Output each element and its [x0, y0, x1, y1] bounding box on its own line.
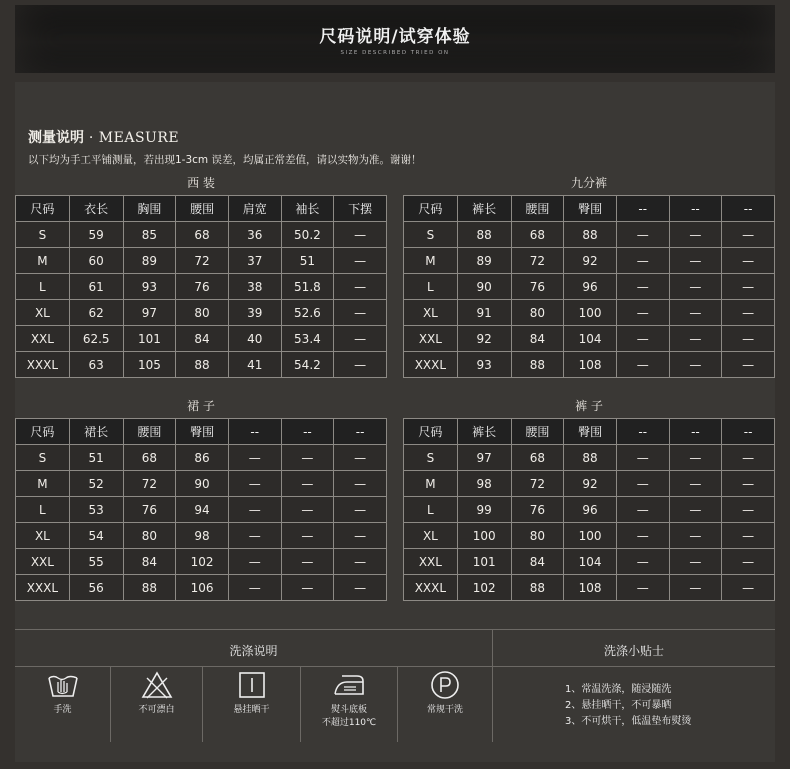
column-header: 腰围 — [123, 419, 176, 445]
table-header-row — [404, 196, 775, 222]
measurement-cell: — — [669, 248, 722, 274]
measurement-cell: 84 — [511, 549, 564, 575]
column-header: 臀围 — [564, 419, 617, 445]
measurement-cell: 88 — [564, 445, 617, 471]
size-label-cell: XL — [16, 523, 70, 549]
measurement-cell: 94 — [176, 497, 229, 523]
size-label-cell: M — [16, 471, 70, 497]
table-row — [16, 300, 387, 326]
measurement-cell: 76 — [511, 274, 564, 300]
column-header: 腰围 — [511, 419, 564, 445]
measurement-cell: 53 — [69, 497, 123, 523]
measurement-cell: 97 — [457, 445, 511, 471]
banner-title: 尺码说明/试穿体验 — [319, 27, 471, 47]
measurement-cell: 96 — [564, 274, 617, 300]
measurement-cell: 93 — [123, 274, 176, 300]
measurement-cell: 105 — [123, 352, 176, 378]
wash-tip: 1、常温洗涤，随浸随洗 — [565, 684, 672, 695]
hand-wash-icon — [46, 670, 80, 700]
measurement-cell: 90 — [457, 274, 511, 300]
measurement-cell: — — [281, 445, 334, 471]
measurement-cell: — — [722, 497, 775, 523]
size-label-cell: XXL — [16, 549, 70, 575]
size-label-cell: XXXL — [16, 352, 70, 378]
wash-tip: 3、不可烘干，低温垫布熨烫 — [565, 716, 692, 727]
table-caption-suit: 西 装 — [187, 176, 215, 190]
column-header: -- — [722, 196, 775, 222]
measurement-cell: — — [281, 523, 334, 549]
measurement-cell: 86 — [176, 445, 229, 471]
measurement-cell: 80 — [511, 300, 564, 326]
measurement-cell: — — [669, 352, 722, 378]
size-label-cell: M — [404, 248, 458, 274]
measurement-cell: 62.5 — [69, 326, 123, 352]
column-header: 尺码 — [404, 196, 458, 222]
measurement-cell: 106 — [176, 575, 229, 601]
measurement-cell: — — [334, 523, 387, 549]
measurement-cell: — — [228, 471, 281, 497]
measurement-cell: — — [616, 222, 669, 248]
measurement-cell: — — [722, 300, 775, 326]
table-row — [16, 445, 387, 471]
measurement-cell: 96 — [564, 497, 617, 523]
measurement-cell: 38 — [228, 274, 281, 300]
size-label-cell: XXXL — [404, 352, 458, 378]
measurement-cell: 68 — [511, 222, 564, 248]
column-header: 裙长 — [69, 419, 123, 445]
measurement-cell: — — [722, 326, 775, 352]
size-table-skirt — [15, 418, 387, 601]
column-header: 肩宽 — [228, 196, 281, 222]
measurement-cell: 88 — [511, 575, 564, 601]
column-header: 臀围 — [564, 196, 617, 222]
measurement-cell: 52.6 — [281, 300, 334, 326]
column-header: -- — [228, 419, 281, 445]
size-table-suit — [15, 195, 387, 378]
measurement-cell: 92 — [564, 471, 617, 497]
measurement-cell: — — [722, 549, 775, 575]
wash-tip: 2、悬挂晒干，不可暴晒 — [565, 700, 672, 711]
size-label-cell: S — [404, 445, 458, 471]
measurement-cell: 100 — [564, 523, 617, 549]
table-row — [16, 575, 387, 601]
measurement-cell: — — [722, 274, 775, 300]
size-label-cell: XXL — [404, 549, 458, 575]
size-label-cell: S — [16, 222, 70, 248]
table-row — [16, 497, 387, 523]
wash-item-label: 悬挂晒干 — [233, 705, 270, 715]
measurement-cell: 101 — [123, 326, 176, 352]
measurement-cell: 68 — [176, 222, 229, 248]
measurement-cell: 62 — [69, 300, 123, 326]
measurement-cell: 84 — [511, 326, 564, 352]
measurement-cell: 55 — [69, 549, 123, 575]
measurement-cell: — — [616, 523, 669, 549]
measurement-cell: — — [722, 222, 775, 248]
table-row — [16, 523, 387, 549]
measurement-cell: 104 — [564, 326, 617, 352]
measurement-cell: — — [334, 352, 387, 378]
measure-note: 以下均为手工平铺测量，若出现1-3cm 误差，均属正常差值，请以实物为准。谢谢！ — [28, 154, 422, 166]
measurement-cell: — — [334, 274, 387, 300]
measurement-cell: 56 — [69, 575, 123, 601]
measurement-cell: — — [722, 352, 775, 378]
size-label-cell: XXXL — [404, 575, 458, 601]
column-header: -- — [281, 419, 334, 445]
measurement-cell: 80 — [176, 300, 229, 326]
wash-tips-title: 洗涤小贴士 — [603, 644, 664, 658]
size-label-cell: L — [16, 274, 70, 300]
measurement-cell: 100 — [564, 300, 617, 326]
column-header: 衣长 — [69, 196, 123, 222]
size-label-cell: XXL — [16, 326, 70, 352]
measurement-cell: — — [722, 445, 775, 471]
measurement-cell: 72 — [176, 248, 229, 274]
column-header: 臀围 — [176, 419, 229, 445]
column-header: -- — [669, 196, 722, 222]
divider — [15, 666, 775, 667]
size-label-cell: M — [16, 248, 70, 274]
measurement-cell: — — [616, 471, 669, 497]
measurement-cell: 92 — [457, 326, 511, 352]
measurement-cell: 93 — [457, 352, 511, 378]
measurement-cell: 91 — [457, 300, 511, 326]
measurement-cell: — — [334, 326, 387, 352]
table-row — [404, 575, 775, 601]
table-header-row — [16, 419, 387, 445]
table-row — [16, 549, 387, 575]
measurement-cell: 88 — [123, 575, 176, 601]
measurement-cell: — — [616, 497, 669, 523]
size-label-cell: L — [404, 274, 458, 300]
column-header: 胸围 — [123, 196, 176, 222]
measurement-cell: 68 — [123, 445, 176, 471]
measurement-cell: — — [616, 300, 669, 326]
measurement-cell: — — [669, 523, 722, 549]
measure-title-cn: 测量说明 — [28, 130, 84, 146]
wash-item-iron — [301, 670, 397, 748]
table-row — [404, 549, 775, 575]
measurement-cell: 72 — [511, 471, 564, 497]
column-header: 腰围 — [176, 196, 229, 222]
column-header: 下摆 — [334, 196, 387, 222]
measurement-cell: 52 — [69, 471, 123, 497]
measurement-cell: — — [616, 274, 669, 300]
measurement-cell: 59 — [69, 222, 123, 248]
size-label-cell: S — [16, 445, 70, 471]
measurement-cell: — — [616, 445, 669, 471]
measurement-cell: — — [281, 575, 334, 601]
column-header: -- — [616, 419, 669, 445]
measurement-cell: — — [334, 248, 387, 274]
size-label-cell: M — [404, 471, 458, 497]
table-caption-skirt: 裙 子 — [187, 399, 215, 413]
measurement-cell: 98 — [176, 523, 229, 549]
table-row — [404, 445, 775, 471]
measurement-cell: 72 — [511, 248, 564, 274]
wash-item-sublabel: 不超过110℃ — [321, 718, 377, 728]
column-header: 裤长 — [457, 196, 511, 222]
table-caption-pants: 裤 子 — [575, 399, 603, 413]
table-row — [404, 352, 775, 378]
table-header-row — [404, 419, 775, 445]
measurement-cell: 51.8 — [281, 274, 334, 300]
measurement-cell: — — [616, 352, 669, 378]
table-caption-cropped-pants: 九分裤 — [570, 176, 607, 190]
measurement-cell: 97 — [123, 300, 176, 326]
divider — [15, 629, 775, 630]
table-row — [404, 497, 775, 523]
measurement-cell: 63 — [69, 352, 123, 378]
measurement-cell: — — [281, 549, 334, 575]
column-header: -- — [722, 419, 775, 445]
measurement-cell: — — [722, 575, 775, 601]
wash-item-label: 不可漂白 — [138, 705, 175, 715]
table-row — [404, 222, 775, 248]
column-header: 腰围 — [511, 196, 564, 222]
measurement-cell: — — [669, 222, 722, 248]
banner-subtitle: SIZE DESCRIBED TRIED ON — [340, 50, 450, 56]
table-row — [404, 248, 775, 274]
measurement-cell: 102 — [457, 575, 511, 601]
measurement-cell: 80 — [511, 523, 564, 549]
table-row — [404, 326, 775, 352]
wash-item-label: 熨斗底板 — [330, 705, 367, 715]
measurement-cell: — — [722, 471, 775, 497]
size-label-cell: L — [16, 497, 70, 523]
measurement-cell: 53.4 — [281, 326, 334, 352]
measurement-cell: 100 — [457, 523, 511, 549]
measurement-cell: 108 — [564, 352, 617, 378]
measurement-cell: 76 — [511, 497, 564, 523]
wash-tips-list — [565, 682, 691, 730]
size-label-cell: XL — [16, 300, 70, 326]
measurement-cell: — — [228, 523, 281, 549]
measurement-cell: 89 — [123, 248, 176, 274]
measurement-cell: 84 — [123, 549, 176, 575]
measurement-cell: — — [281, 471, 334, 497]
size-table-cropped-pants — [403, 195, 775, 378]
measurement-cell: — — [616, 248, 669, 274]
measurement-cell: 99 — [457, 497, 511, 523]
measurement-cell: 36 — [228, 222, 281, 248]
measurement-cell: — — [334, 222, 387, 248]
header-banner — [15, 5, 775, 73]
measurement-cell: — — [334, 300, 387, 326]
measurement-cell: — — [334, 471, 387, 497]
measurement-cell: — — [669, 497, 722, 523]
column-header: -- — [334, 419, 387, 445]
wash-instructions-title: 洗涤说明 — [229, 644, 278, 658]
column-header: -- — [616, 196, 669, 222]
measurement-cell: 72 — [123, 471, 176, 497]
column-header: 裤长 — [457, 419, 511, 445]
measurement-cell: 84 — [176, 326, 229, 352]
measurement-cell: 90 — [176, 471, 229, 497]
table-row — [16, 471, 387, 497]
table-row — [16, 352, 387, 378]
column-header: 袖长 — [281, 196, 334, 222]
wash-item-label: 常规干洗 — [426, 705, 463, 715]
measurement-cell: — — [669, 549, 722, 575]
dry-clean-p-icon — [428, 670, 462, 700]
measurement-cell: 39 — [228, 300, 281, 326]
measurement-cell: — — [334, 445, 387, 471]
table-row — [16, 274, 387, 300]
wash-item-hang-dry — [203, 670, 300, 748]
measurement-cell: 85 — [123, 222, 176, 248]
table-row — [404, 523, 775, 549]
measurement-cell: — — [616, 575, 669, 601]
wash-item-label: 手洗 — [53, 705, 72, 715]
measurement-cell: 54 — [69, 523, 123, 549]
size-label-cell: XL — [404, 300, 458, 326]
measurement-cell: 76 — [123, 497, 176, 523]
measurement-cell: 88 — [564, 222, 617, 248]
measurement-cell: 108 — [564, 575, 617, 601]
table-row — [16, 248, 387, 274]
measurement-cell: 51 — [69, 445, 123, 471]
measure-heading — [28, 127, 179, 147]
measurement-cell: — — [228, 497, 281, 523]
size-label-cell: L — [404, 497, 458, 523]
measurement-cell: — — [722, 523, 775, 549]
table-row — [404, 300, 775, 326]
measurement-cell: — — [228, 575, 281, 601]
table-row — [404, 471, 775, 497]
measurement-cell: — — [669, 326, 722, 352]
no-bleach-icon — [140, 670, 174, 700]
measurement-cell: — — [669, 300, 722, 326]
measurement-cell: 40 — [228, 326, 281, 352]
size-table-pants — [403, 418, 775, 601]
table-row — [16, 222, 387, 248]
column-header: -- — [669, 419, 722, 445]
measurement-cell: — — [722, 248, 775, 274]
size-label-cell: XL — [404, 523, 458, 549]
measurement-cell: 50.2 — [281, 222, 334, 248]
measurement-cell: 60 — [69, 248, 123, 274]
table-header-row — [16, 196, 387, 222]
measurement-cell: — — [669, 274, 722, 300]
measurement-cell: — — [334, 575, 387, 601]
wash-item-hand-wash — [15, 670, 110, 748]
measurement-cell: 76 — [176, 274, 229, 300]
measurement-cell: 104 — [564, 549, 617, 575]
measurement-cell: 101 — [457, 549, 511, 575]
measurement-cell: 51 — [281, 248, 334, 274]
measurement-cell: — — [616, 326, 669, 352]
wash-item-dry-clean — [398, 670, 492, 748]
measurement-cell: — — [669, 575, 722, 601]
measurement-cell: 92 — [564, 248, 617, 274]
measurement-cell: 54.2 — [281, 352, 334, 378]
table-row — [16, 326, 387, 352]
measurement-cell: 37 — [228, 248, 281, 274]
measurement-cell: 102 — [176, 549, 229, 575]
measurement-cell: — — [228, 549, 281, 575]
size-label-cell: S — [404, 222, 458, 248]
measurement-cell: 41 — [228, 352, 281, 378]
measurement-cell: — — [669, 471, 722, 497]
size-label-cell: XXXL — [16, 575, 70, 601]
measurement-cell: — — [334, 497, 387, 523]
measurement-cell: 89 — [457, 248, 511, 274]
size-label-cell: XXL — [404, 326, 458, 352]
measurement-cell: 68 — [511, 445, 564, 471]
measurement-cell: 61 — [69, 274, 123, 300]
measurement-cell: — — [228, 445, 281, 471]
measurement-cell: — — [281, 497, 334, 523]
measurement-cell: 88 — [511, 352, 564, 378]
measurement-cell: — — [334, 549, 387, 575]
hang-dry-icon — [235, 670, 269, 700]
column-header: 尺码 — [16, 196, 70, 222]
measurement-cell: — — [669, 445, 722, 471]
column-header: 尺码 — [404, 419, 458, 445]
measurement-cell: 88 — [176, 352, 229, 378]
measurement-cell: — — [616, 549, 669, 575]
measurement-cell: 88 — [457, 222, 511, 248]
iron-icon — [332, 670, 366, 700]
size-chart-panel — [15, 82, 775, 762]
table-row — [404, 274, 775, 300]
column-header: 尺码 — [16, 419, 70, 445]
measurement-cell: 98 — [457, 471, 511, 497]
wash-item-no-bleach — [111, 670, 202, 748]
measure-title-en: · MEASURE — [88, 130, 180, 146]
measurement-cell: 80 — [123, 523, 176, 549]
